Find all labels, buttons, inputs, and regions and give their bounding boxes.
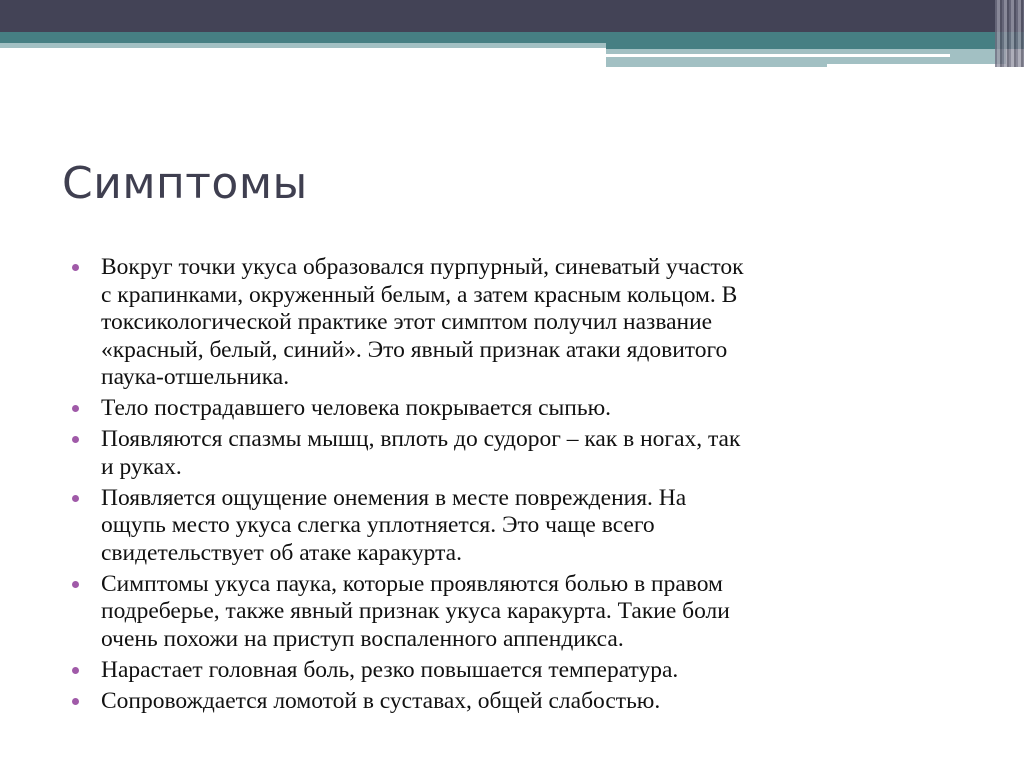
bullet-text-line: паука-отшельника.	[101, 364, 290, 390]
slide-title: Симптомы	[62, 158, 308, 209]
stripes	[995, 0, 1024, 67]
bullet-text-line: Появляются спазмы мышц, вплоть до судорог – как в ногах, так	[101, 426, 741, 452]
light-band-left	[0, 43, 606, 48]
bullet-item	[72, 426, 1002, 481]
white-block	[827, 64, 1007, 68]
dark-band	[0, 0, 1024, 32]
bullet-item	[72, 395, 1002, 423]
bullet-item	[72, 688, 1002, 716]
bullet-dot-icon	[72, 264, 79, 271]
bullet-list	[72, 254, 1002, 719]
bullet-dot-icon	[72, 581, 79, 588]
bullet-text-line: и руках.	[101, 453, 182, 480]
bullet-text-line: Появляется ощущение онемения в месте повреждения. На	[101, 484, 687, 511]
bullet-text-line: свидетельствует об атаке каракурта.	[101, 539, 462, 566]
bullet-item	[72, 254, 1002, 392]
bullet-text-line: Нарастает головная боль, резко повышается температура.	[101, 656, 679, 683]
bullet-item	[72, 571, 1002, 654]
bullet-text-line: токсикологической практике этот симптом получил название	[101, 309, 713, 335]
bullet-dot-icon	[72, 405, 79, 412]
bullet-item	[72, 657, 1002, 685]
bullet-item	[72, 485, 1002, 568]
bullet-dot-icon	[72, 436, 79, 443]
bullet-text-line: ощупь место укуса слегка уплотняется. Это чаще всего	[101, 512, 655, 538]
bullet-text-line: «красный, белый, синий». Это явный признак атаки ядовитого	[101, 336, 728, 363]
bullet-text-line: Вокруг точки укуса образовался пурпурный, синеватый участок	[101, 254, 744, 280]
teal-band	[0, 32, 1024, 43]
bullet-dot-icon	[72, 495, 79, 502]
bullet-text-line: подреберье, также явный признак укуса каракурта. Такие боли	[101, 598, 730, 624]
white-line	[606, 54, 950, 57]
bullet-dot-icon	[72, 698, 79, 705]
bullet-text-line: Сопровождается ломотой в суставах, общей слабостью.	[101, 687, 661, 714]
bullet-dot-icon	[72, 667, 79, 674]
bullet-text-line: Тело пострадавшего человека покрывается сыпью.	[101, 395, 612, 421]
bullet-text-line: с крапинками, окруженный белым, а затем красным кольцом. В	[101, 281, 738, 308]
bullet-text-line: очень похожи на приступ воспаленного аппендикса.	[101, 625, 624, 652]
bullet-text-line: Симптомы укуса паука, которые проявляются болью в правом	[101, 570, 723, 597]
